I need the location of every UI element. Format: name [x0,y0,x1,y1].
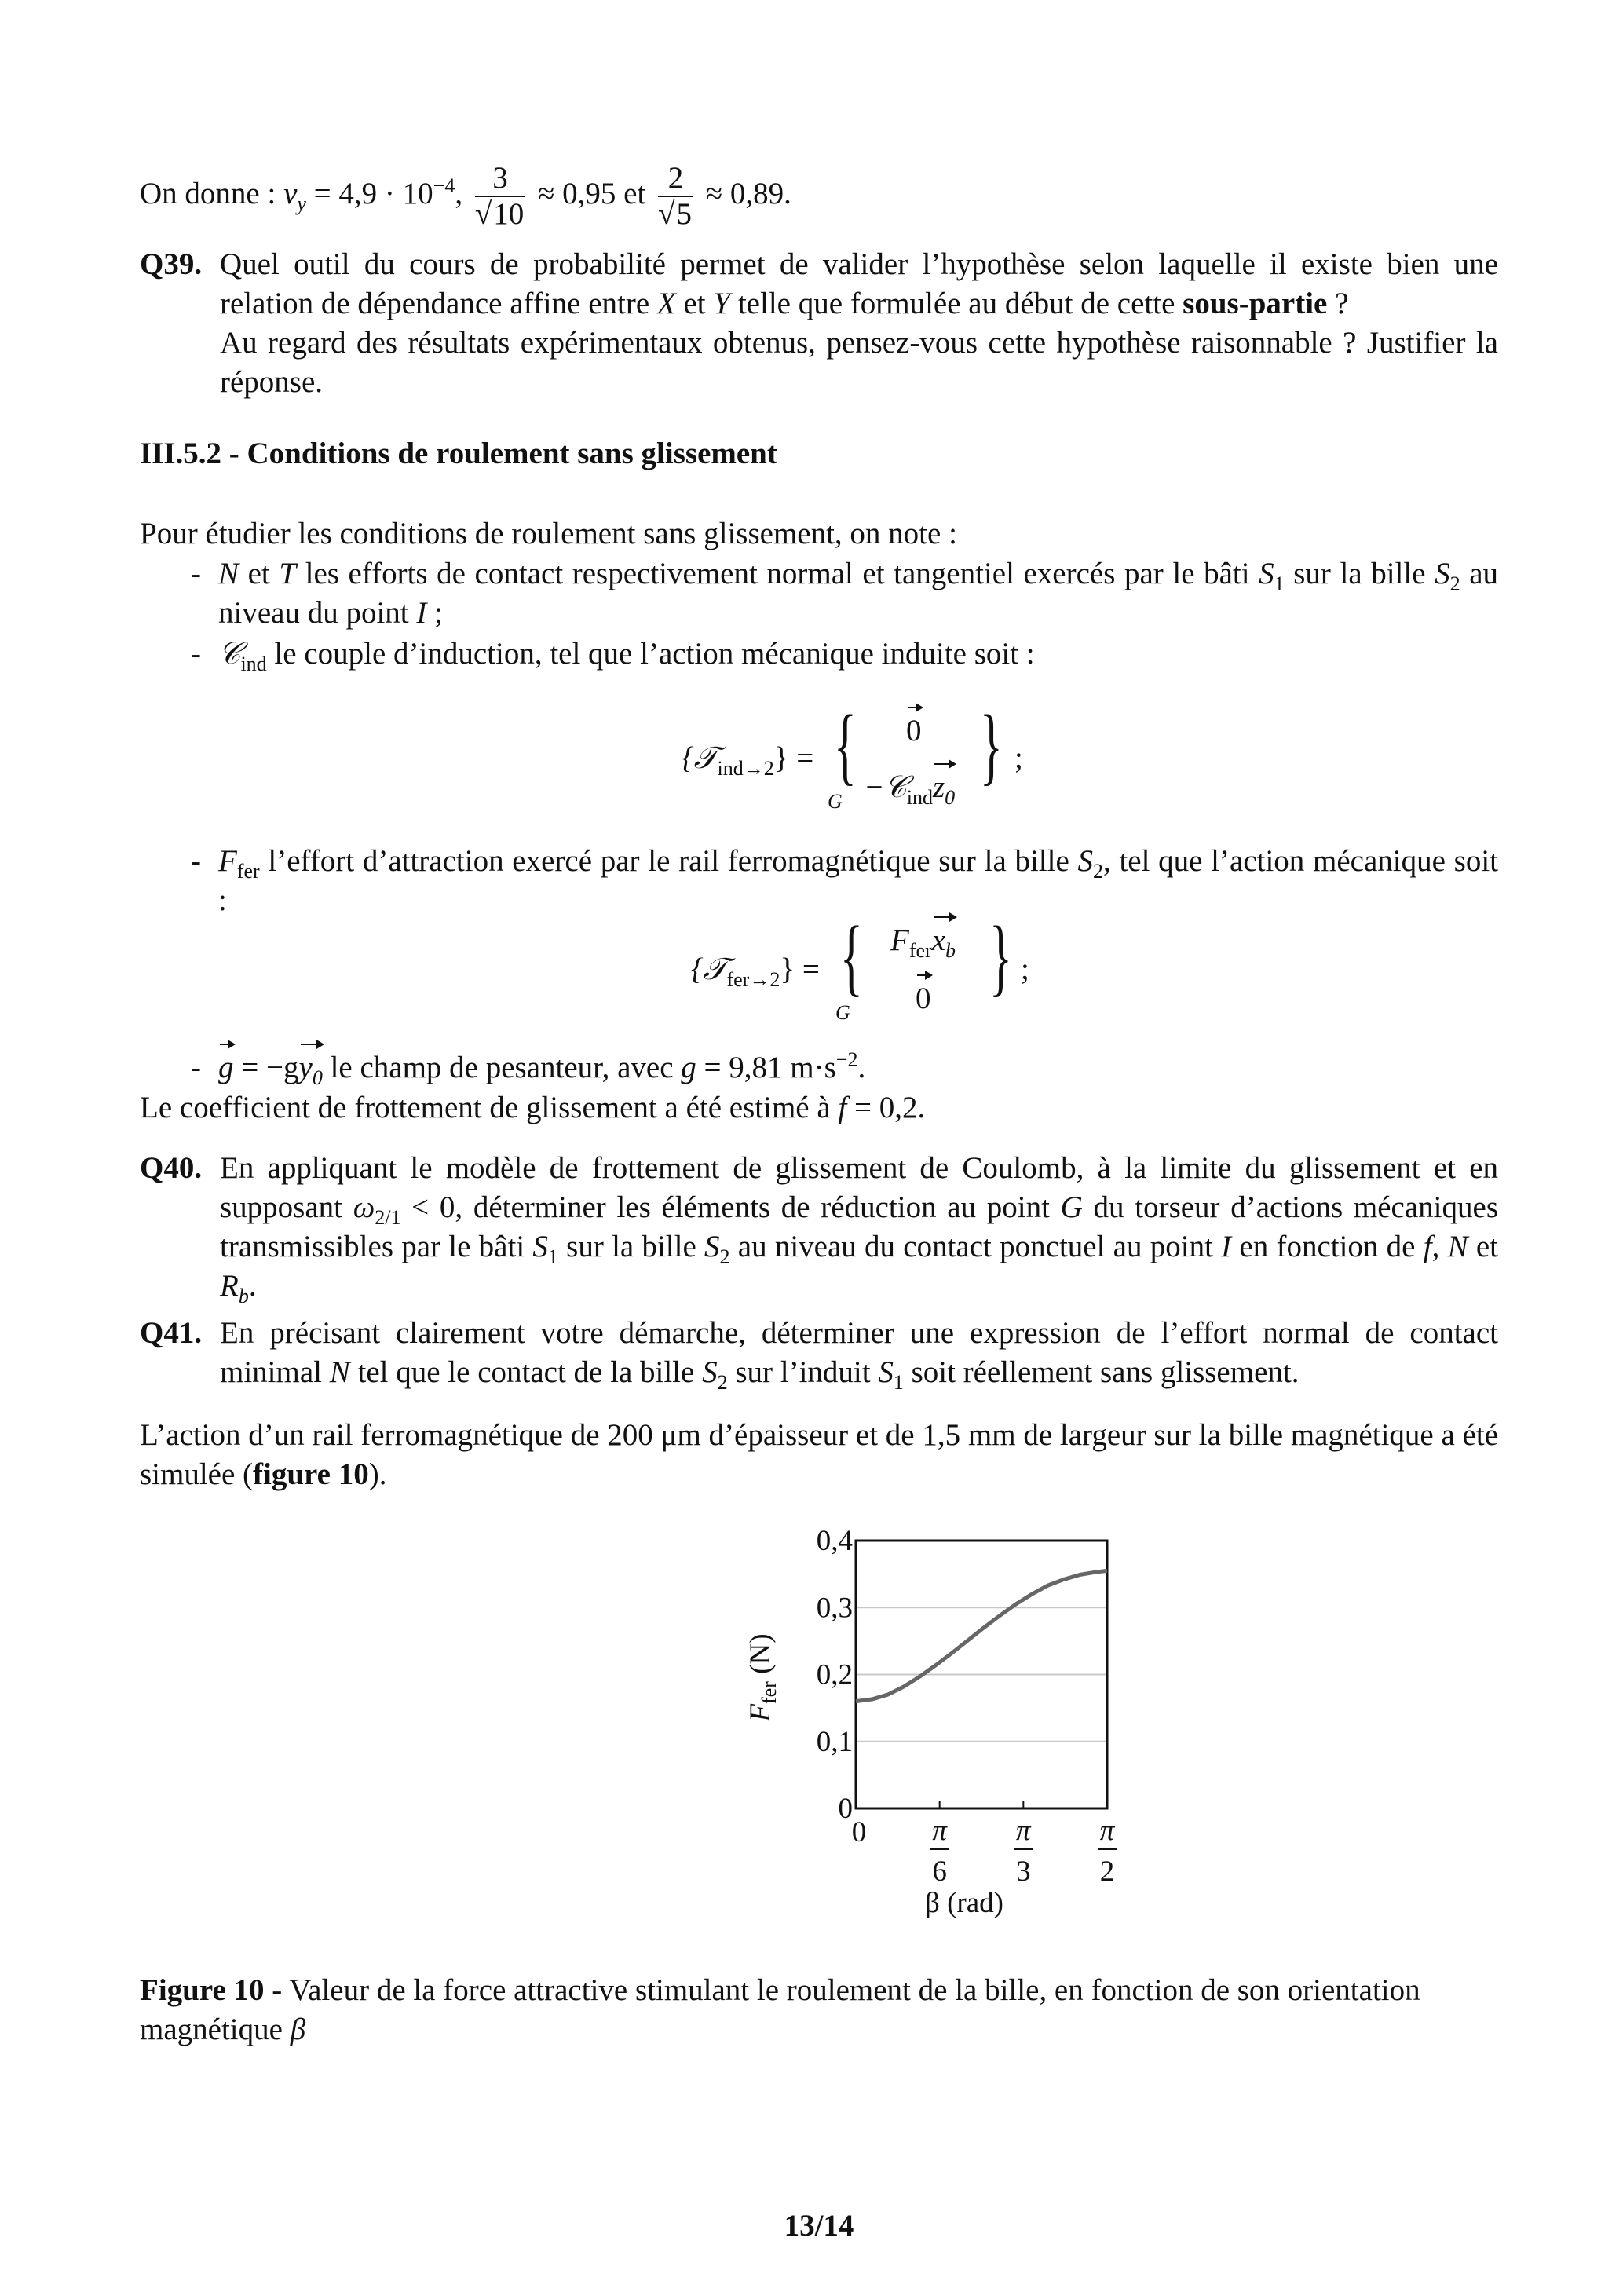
question-40 [140,1149,1498,1314]
y-axis-label: $F_{fer}$ (N) [744,1633,780,1722]
y-tick-label: 0,3 [816,1592,853,1625]
left-brace: { [833,697,857,793]
right-brace: } [989,909,1012,1004]
torsor1-point: G [828,790,843,813]
y-tick-label: 0,4 [816,1527,853,1557]
q41-label: Q41. [140,1316,203,1350]
bullet-attraction-force: - $F_{fer}$ l’effort d’attraction exercé par le rail ferromagnétique sur la bille $S_2$, tel que l’action mécanique soit : [191,844,1498,917]
vy-sub: y [297,192,306,215]
torsor2-moment: 0 [916,979,931,1018]
series-line [856,1570,1107,1701]
x-tick-label: 3 [1016,1855,1031,1888]
q40-label: Q40. [140,1151,203,1185]
torsor-ferromagnetic: {𝒯$_{fer\to 2}$} = { G $F_{fer}x_b$ 0 } ; [691,915,1241,1033]
torsor1-moment: $-𝒞_{ind}z_0$ [864,768,955,807]
section-title: III.5.2 - Conditions de roulement sans glissement [140,437,777,470]
vy-symbol: v [283,176,298,210]
torsor1-resultant: 0 [906,711,922,751]
given-lead: On donne : [140,176,284,210]
bullet-contact-forces: - N et T les efforts de contact respectivement normal et tangentiel exercés par le bâti $S_1$ sur la bille $S_2$ au niveau du point I ; [191,557,1498,630]
x-tick-label: π [932,1815,947,1847]
approx-2: ≈ 0,89. [705,176,791,210]
fraction-3-sqrt10: $\frac{3}{√10}$ [474,161,525,231]
vy-exponent: −4 [433,174,455,197]
torsor2-resultant: $F_{fer}x_b$ [890,921,956,960]
x-axis-label: β (rad) [925,1887,1003,1919]
fraction-2-sqrt5: $\frac{2}{√5}$ [658,161,692,231]
x-tick-label: 0 [851,1816,867,1848]
given-values-line [140,161,791,232]
right-brace: } [979,697,1003,793]
left-brace: { [839,909,863,1004]
q41-body: En précisant clairement votre démarche, déterminer une expression de l’effort normal de contact minimal N tel que le contact de la bille $S_2$ sur l’induit $S_1$ soit réellement sans glissement. [220,1316,1498,1394]
vy-value: = 4,9 · 10 [305,176,433,210]
figure-10-chart [628,1527,1131,1936]
question-39 [140,245,1498,402]
friction-coefficient: Le coefficient de frottement de glissement a été estimé à f = 0,2. [140,1091,926,1124]
q39-para2: Au regard des résultats expérimentaux obtenus, pensez-vous cette hypothèse raisonnable ? Justifier la réponse. [220,326,1498,399]
x-tick-label: 6 [932,1855,947,1888]
y-tick-label: 0,1 [816,1725,853,1758]
y-tick-label: 0,2 [816,1658,853,1691]
comma: , [455,176,463,210]
q39-body: Quel outil du cours de probabilité permet de valider l’hypothèse selon laquelle il existe bien une relation de dépendance affine entre X et Y telle que formulée au début de cette sous-partie ? Au regard des résultats expérimentaux obtenus, pensez-vous cette hypothèse raisonnable ? Justifier la réponse. [220,245,1498,402]
simulation-paragraph: L’action d’un rail ferromagnétique de 200 μm d’épaisseur et de 1,5 mm de largeur sur la bille magnétique a été simulée (figure 10). [140,1418,1498,1491]
q39-label: Q39. [140,247,203,281]
x-tick-label: 2 [1099,1855,1115,1888]
x-tick-label: π [1099,1815,1115,1847]
q40-body: En appliquant le modèle de frottement de glissement de Coulomb, à la limite du glissement et en supposant $\omega_{2/1} < 0$, déterminer les éléments de réduction au point G du torseur d’actions mécaniques transmissibles par le bâti $S_1$ sur la bille $S_2$ au niveau du contact ponctuel au point I en fonction de f, N et $R_b$. [220,1151,1498,1307]
torsor-induction: {𝒯$_{ind\to 2}$} = { G 0 $-𝒞_{ind}z_0$ } ; [682,704,1231,821]
page-number: 13/14 [784,2209,854,2243]
question-41 [140,1314,1498,1400]
x-tick-label: π [1016,1815,1031,1847]
y-tick-label: 0 [838,1793,853,1825]
torsor2-point: G [835,1001,850,1024]
approx-1: ≈ 0,95 et [537,176,646,210]
conditions-intro: Pour étudier les conditions de roulement sans glissement, on note : [140,517,957,550]
figure-caption: Figure 10 - Valeur de la force attractive stimulant le roulement de la bille, en fonction de son orientation magnétique β [140,1973,1420,2046]
